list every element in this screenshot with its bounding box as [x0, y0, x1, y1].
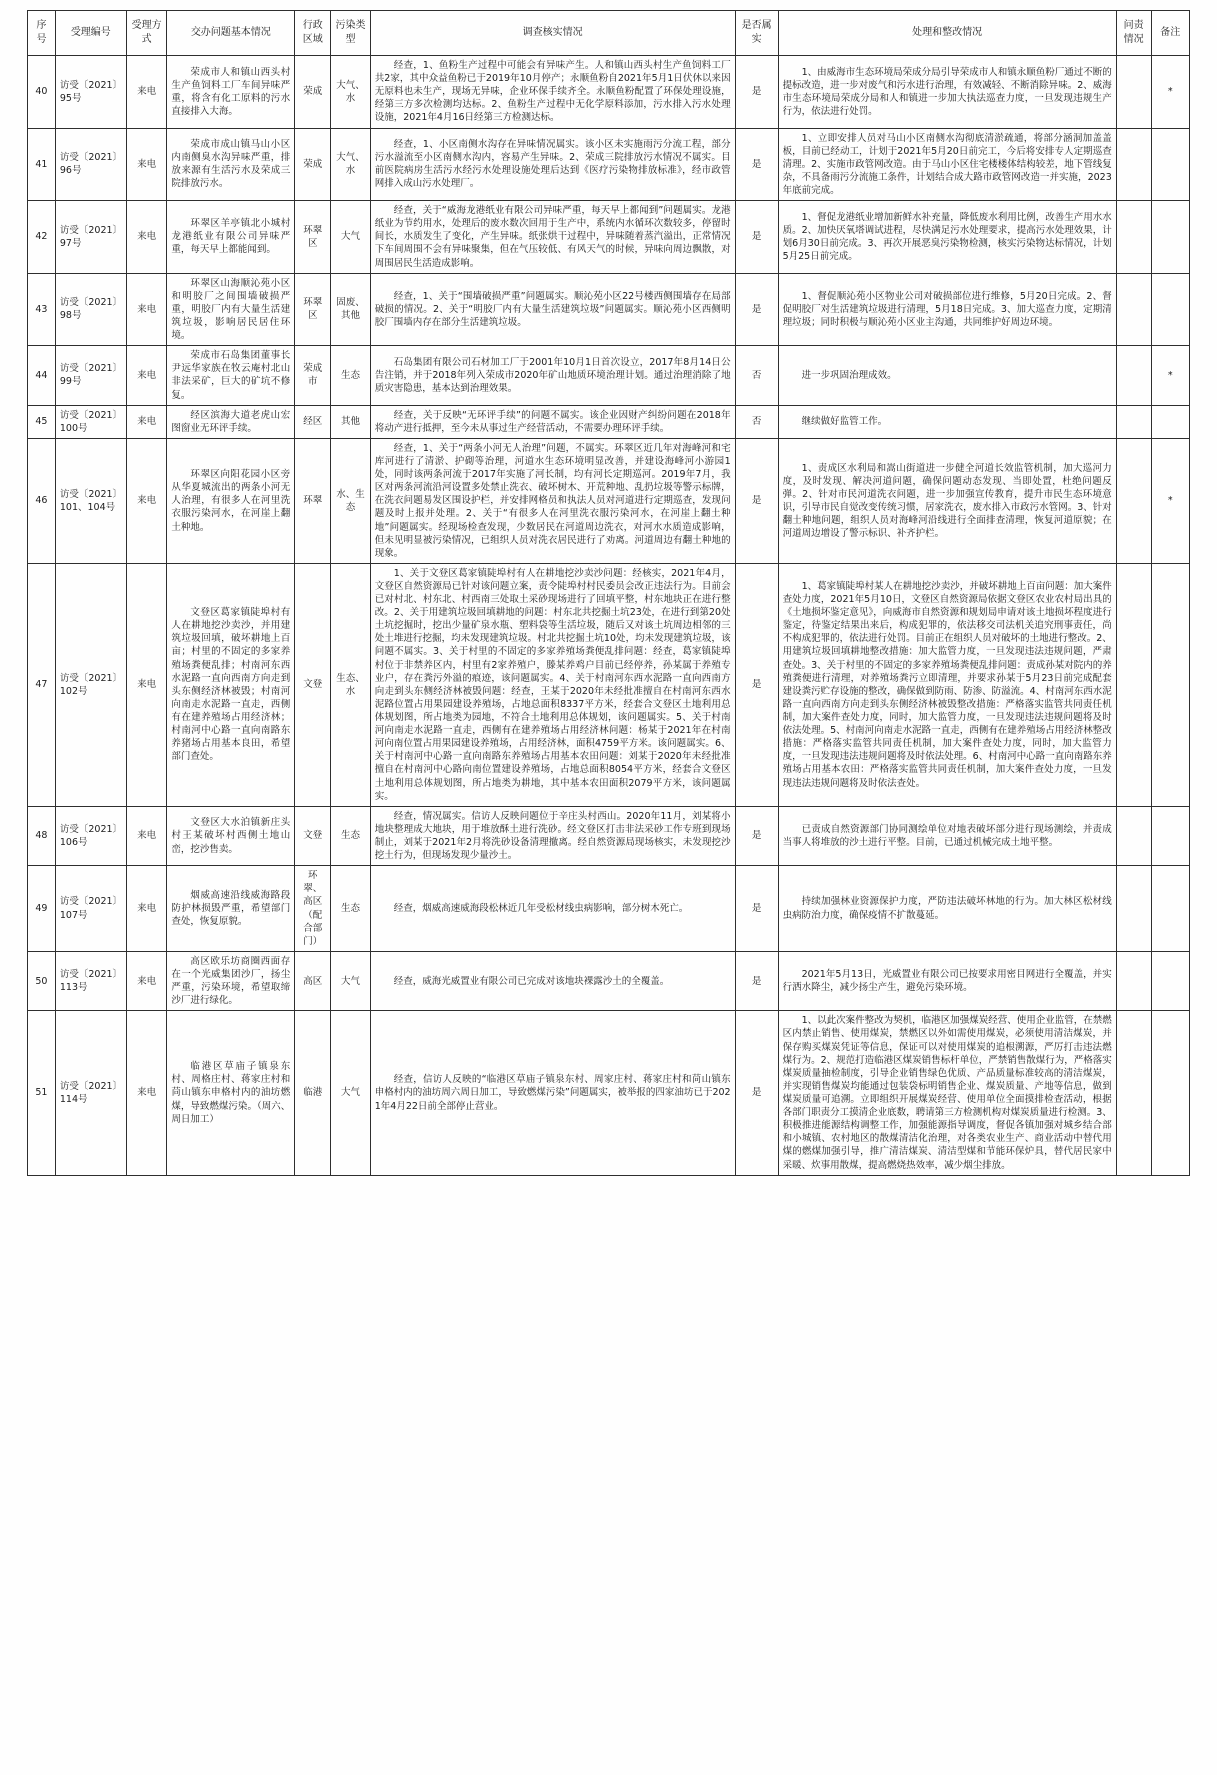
cell-investigation — [370, 201, 735, 274]
cell-accountability — [1116, 128, 1151, 201]
cell-accountability — [1116, 563, 1151, 806]
cell-note — [1151, 201, 1189, 274]
cell-text: 经查，关于反映“无环评手续”的问题不属实。该企业因财产纠纷问题在2018年将动产进行抵押，至今未从事过生产经营活动，不需要办理环评手续。 — [374, 409, 731, 434]
table-row — [28, 1011, 1190, 1175]
cell-accountability — [1116, 806, 1151, 865]
cell-id: 访受〔2021〕114号 — [55, 1011, 126, 1175]
cell-text: 1、立即安排人员对马山小区南侧水沟彻底清淤疏通，将部分涵洞加盖盖板，目前已经动工，计划于2021年5月20日前完工，今后将安排专人定期巡查清理。2、实施市政管网改造。由于马山小区住宅楼楼体结构较差，地下管线复杂，不具备雨污分流施工条件，计划结合成大路市政管网改造一并实施，2023年底前完成。 — [782, 132, 1112, 196]
cell-method: 来电 — [126, 273, 167, 346]
table-row — [28, 806, 1190, 865]
cell-id: 访受〔2021〕98号 — [55, 273, 126, 346]
cell-text: 1、关于文登区葛家镇陡埠村有人在耕地挖沙卖沙问题：经核实，2021年4月，文登区自然资源局已针对该问题立案，责令陡埠村村民委员会改正违法行为。目前会已对村北、村东北、村西南三处取土采砂现场进行了回填平整，村东地块正在进行整改。2、关于用建筑垃圾回填耕地的问题：村东北共挖掘土坑23处，在进行到第20处土坑挖掘时，挖出少量矿泉水瓶、塑料袋等生活垃圾，随后又对该土坑周边相邻的三处土堆进行挖掘，均未发现建筑垃圾。村北共挖掘土坑10处，均未发现建筑垃圾，该问题不属实。3、关于村里的不固定的多家养殖场粪便乱排问题：经查，葛家镇陡埠村位于非禁养区内，村里有2家养殖户，滕某养鸡户目前已经停养，孙某属于养殖专业户，存在粪污外溢的痕迹，该问题属实。4、关于村南河东西水泥路一直向西南方向走到头东侧经济林被毁问题：经查，王某于2020年未经批准擅自在村南河东西水泥路位置占用果园建设养殖场，占地总面积8337平方米，经套合文登区土地利用总体规划图，所占地类为园地，不符合土地利用总体规划，该问题属实。5、关于村南河向南走水泥路一直走，西侧有在建养殖场占用经济林问题：杨某于2021年在村南河向南位置占用果园建设养殖场，占用经济林，面积4759平方米。该问题属实。6、关于村南河中心路一直向南路东养殖场占用基本农田问题：刘某于2020年未经批准擅自在村南河中心路向南位置建设养殖场，占地总面积8054平方米，经套合文登区土地利用总体规划图，所占地类为耕地，其中基本农田面积2079平方米，该问题属实。 — [374, 567, 731, 802]
cell-problem — [167, 806, 295, 865]
cell-text: 1、督促顺沁苑小区物业公司对破损部位进行维修，5月20日完成。2、督促明胶厂对生活建筑垃圾进行清理，5月18日完成。3、加大巡查力度，定期清理垃圾；同时积极与顺沁苑小区业主沟通，共同维护好周边环境。 — [782, 290, 1112, 328]
table-header-row — [28, 11, 1190, 56]
cell-text: 石岛集团有限公司石材加工厂于2001年10月1日首次设立，2017年8月14日公告注销，并于2018年列入荣成市2020年矿山地质环境治理计划。通过治理消除了地质灾害隐患，基本达到治理效果。 — [374, 356, 731, 394]
cell-no: 42 — [28, 201, 56, 274]
cell-no: 41 — [28, 128, 56, 201]
column-header-method: 受理方式 — [126, 11, 167, 56]
cell-investigation — [370, 346, 735, 405]
table-row — [28, 951, 1190, 1010]
cell-problem — [167, 273, 295, 346]
cell-type: 大气 — [331, 201, 371, 274]
cell-handling — [778, 346, 1116, 405]
cell-handling — [778, 563, 1116, 806]
cell-text: 经查，关于“威海龙港纸业有限公司异味严重，每天早上都闻到”问题属实。龙港纸业为节约用水，处理后的废水数次回用于生产中，系统内水循环次数较多，停留时间长，水质发生了变化，产生异味。纸张烘干过程中，异味随着蒸汽溢出，正常情况下车间周围不会有异味聚集，但在气压较低、有风天气的时候，异味向周边飘散，对周围居民生活造成影响。 — [374, 205, 731, 269]
column-header-handling: 处理和整改情况 — [778, 11, 1116, 56]
cell-text: 经查，烟威高速威海段松林近几年受松材线虫病影响，部分树木死亡。 — [393, 903, 689, 914]
table-row — [28, 128, 1190, 201]
table-row — [28, 273, 1190, 346]
cell-note — [1151, 866, 1189, 952]
cell-region: 荣成 — [295, 128, 331, 201]
cell-id: 访受〔2021〕100号 — [55, 405, 126, 438]
cell-handling — [778, 56, 1116, 129]
cell-text: 1、葛家镇陡埠村某人在耕地挖沙卖沙，并破坏耕地上百亩问题：加大案件查处力度，2021年5月10日，文登区自然资源局依据文登区农业农村局出具的《土地损坏鉴定意见》，向威海市自然资源和规划局申请对该土地损坏程度进行鉴定，待鉴定结果出来后，构成犯罪的，依法移交司法机关追究刑事责任，尚不构成犯罪的，依法进行处罚。目前正在组织人员对破坏的土地进行整改。2、用建筑垃圾回填耕地整改措施：加大监管力度，一旦发现违法违规问题，严肃查处。3、关于村里的不固定的多家养殖场粪便乱排问题：责成孙某对院内的养殖粪便进行清理，对养殖场粪污立即清理，并要求孙某于5月23日前完成配套建设粪污贮存设施的整改，确保做到防雨、防渗、防溢流。4、村南河东西水泥路一直向西南方向走到头东侧经济林被毁整改措施：严格落实监管共同责任机制，加大案件查处力度，同时，加大监管力度，一旦发现违法违规问题将及时依法处理。5、村南河向南走水泥路一直走，西侧有在建养殖场占用经济林整改措施：严格落实监管共同责任机制，加大案件查处力度，同时，加大监管力度，一旦发现违法违规问题将及时依法处理。6、村南河中心路一直向南路东养殖场占用基本农田：严格落实监管共同责任机制，加大案件查处力度，一旦发现违法违规问题将及时依法查处。 — [782, 580, 1112, 789]
column-header-no: 序号 — [28, 11, 56, 56]
cell-handling — [778, 128, 1116, 201]
cell-id: 访受〔2021〕99号 — [55, 346, 126, 405]
column-header-verified: 是否属实 — [735, 11, 778, 56]
cell-problem — [167, 346, 295, 405]
table-row — [28, 405, 1190, 438]
cell-id: 访受〔2021〕97号 — [55, 201, 126, 274]
cell-region: 环翠 — [295, 438, 331, 563]
cell-text: 进一步巩固治理成效。 — [801, 369, 897, 381]
cell-verified: 是 — [735, 866, 778, 952]
column-header-accountability: 问责情况 — [1116, 11, 1151, 56]
cell-handling — [778, 405, 1116, 438]
cell-problem — [167, 563, 295, 806]
cell-text: 荣成市人和镇山西头村生产鱼饲料工厂车间异味严重，将含有化工原料的污水直接排入大海。 — [171, 66, 291, 117]
table-row — [28, 201, 1190, 274]
cell-type: 大气 — [331, 1011, 371, 1175]
cell-type: 生态 — [331, 346, 371, 405]
cell-text: 高区欧乐坊商圈西面存在一个光威集团沙厂，扬尘严重，污染环境，希望取缔沙厂进行绿化。 — [171, 955, 291, 1007]
cell-no: 48 — [28, 806, 56, 865]
cell-handling — [778, 273, 1116, 346]
cell-text: 荣成市成山镇马山小区内南侧臭水沟异味严重，排放来源有生活污水及荣成三院排放污水。 — [171, 139, 291, 190]
cell-method: 来电 — [126, 866, 167, 952]
cell-id: 访受〔2021〕95号 — [55, 56, 126, 129]
cell-no: 51 — [28, 1011, 56, 1175]
cell-accountability — [1116, 201, 1151, 274]
table-row — [28, 438, 1190, 563]
cell-text: 经查，威海光威置业有限公司已完成对该地块裸露沙土的全覆盖。 — [393, 975, 670, 987]
cell-id: 访受〔2021〕101、104号 — [55, 438, 126, 563]
column-header-id: 受理编号 — [55, 11, 126, 56]
cell-method: 来电 — [126, 438, 167, 563]
cell-text: 荣成市石岛集团董事长尹远华家族在牧云庵村北山非法采矿，巨大的矿坑不修复。 — [171, 350, 291, 401]
cell-no: 49 — [28, 866, 56, 952]
cell-verified: 是 — [735, 951, 778, 1010]
cell-investigation — [370, 951, 735, 1010]
table-row — [28, 563, 1190, 806]
cell-note — [1151, 128, 1189, 201]
cell-no: 45 — [28, 405, 56, 438]
cell-text: 烟威高速沿线威海路段防护林损毁严重，希望部门查处，恢复原貌。 — [171, 889, 291, 928]
cell-text: 经查，情况属实。信访人反映问题位于辛庄头村西山。2020年11月，刘某将小地块整理成大地块，用于堆放酥土进行洗砂。经文登区打击非法采砂工作专班到现场制止，刘某于2021年2月将洗砂设备清理撤离。经自然资源局现场核实，未发现挖沙挖土行为，但现场发现少量沙土。 — [374, 810, 731, 862]
cell-id: 访受〔2021〕102号 — [55, 563, 126, 806]
cell-verified: 是 — [735, 56, 778, 129]
cell-text: 经查，1、关于“两条小河无人治理”问题，不属实。环翠区近几年对海峰河和宅库河进行了清淤、护砌等治理，河道水生态环境明显改善，并建设海峰河小游园1处，同时该两条河流于2017年实施了河长制，均有河长定期巡河。2019年7月，我区对两条河流沿河设置多处禁止洗衣、破坏树木、开荒种地、乱扔垃圾等警示标牌，在洗衣问题易发区围设护栏，并安排网格员和执法人员对河道进行定期巡查，发现问题及时上报并处理。2、关于“有很多人在河里洗衣服污染河水，在河崖上翻土种地”问题属实。经现场检查发现，少数居民在河道周边洗衣，对河水水质造成影响，但未见明显被污染情况，已组织人员对洗衣居民进行了劝离。河道周边有翻土种地的现象。 — [374, 442, 731, 559]
cell-accountability — [1116, 1011, 1151, 1175]
cell-text: 继续做好监管工作。 — [801, 416, 888, 428]
cell-note — [1151, 563, 1189, 806]
cell-handling — [778, 866, 1116, 952]
cell-handling — [778, 806, 1116, 865]
table-row — [28, 56, 1190, 129]
cell-investigation — [370, 405, 735, 438]
cell-text: 环翠区向阳花园小区旁从华夏城流出的两条小河无人治理，有很多人在河里洗衣服污染河水，在河崖上翻土种地。 — [171, 469, 291, 533]
cell-investigation — [370, 866, 735, 952]
cell-investigation — [370, 438, 735, 563]
cell-text: 经查，1、关于“围墙破损严重”问题属实。顺沁苑小区22号楼西侧围墙存在局部破损的情况。2、关于“明胶厂内有大量生活建筑垃圾”问题属实。顺沁苑小区西侧明胶厂围墙内存在部分生活建筑垃圾。 — [374, 290, 731, 328]
cell-method: 来电 — [126, 405, 167, 438]
cell-text: 经查，信访人反映的“临港区草庙子镇泉东村、周家庄村、蒋家庄村和苘山镇东申格村内的油坊周六周日加工，导致燃煤污染”问题属实，被举报的四家油坊已于2021年4月22日前全部停止营业。 — [374, 1074, 731, 1112]
cell-accountability — [1116, 405, 1151, 438]
cell-no: 40 — [28, 56, 56, 129]
cell-region: 环翠区 — [295, 201, 331, 274]
complaint-table — [27, 10, 1190, 1176]
cell-problem — [167, 405, 295, 438]
cell-handling — [778, 1011, 1116, 1175]
cell-investigation — [370, 273, 735, 346]
cell-no: 47 — [28, 563, 56, 806]
cell-note — [1151, 951, 1189, 1010]
cell-investigation — [370, 563, 735, 806]
cell-id: 访受〔2021〕96号 — [55, 128, 126, 201]
cell-id: 访受〔2021〕113号 — [55, 951, 126, 1010]
cell-investigation — [370, 806, 735, 865]
cell-accountability — [1116, 438, 1151, 563]
cell-text: 文登区大水泊镇新庄头村王某破坏村西侧土地山峦，挖沙售卖。 — [171, 817, 291, 855]
cell-note — [1151, 806, 1189, 865]
cell-accountability — [1116, 56, 1151, 129]
cell-region: 经区 — [295, 405, 331, 438]
cell-type: 生态 — [331, 806, 371, 865]
cell-method: 来电 — [126, 806, 167, 865]
cell-type: 水、生态 — [331, 438, 371, 563]
cell-verified: 是 — [735, 201, 778, 274]
cell-text: 1、督促龙港纸业增加新鲜水补充量，降低废水利用比例，改善生产用水水质。2、加快厌氧塔调试进程，尽快满足污水处理要求，提高污水处理效果，计划6月30日前完成。3、再次开展恶臭污染物检测，核实污染物达标情况，计划5月25日前完成。 — [782, 211, 1112, 262]
cell-text: 文登区葛家镇陡埠村有人在耕地挖沙卖沙，并用建筑垃圾回填，破坏耕地上百亩；村里的不固定的多家养殖场粪便乱排；村南河东西水泥路一直向西南方向走到头东侧经济林被毁；村南河向南走水泥路一直走，西侧有在建养殖场占用经济林；村南河中心路一直向南路东养猪场占用基本良田，希望部门查处。 — [171, 607, 291, 763]
cell-text: 临港区草庙子镇泉东村、周格庄村、蒋家庄村和苘山镇东申格村内的油坊燃煤，导致燃煤污染。（周六、周日加工） — [171, 1061, 291, 1125]
cell-type: 大气、水 — [331, 56, 371, 129]
cell-verified: 是 — [735, 273, 778, 346]
cell-problem — [167, 866, 295, 952]
cell-type: 其他 — [331, 405, 371, 438]
cell-method: 来电 — [126, 346, 167, 405]
cell-investigation — [370, 1011, 735, 1175]
cell-method: 来电 — [126, 1011, 167, 1175]
table-header — [28, 11, 1190, 56]
cell-text: 环翠区羊亭镇北小城村龙港纸业有限公司异味严重，每天早上都能闻到。 — [171, 218, 291, 256]
table-row — [28, 346, 1190, 405]
cell-text: 经区滨海大道老虎山宏图窗业无环评手续。 — [171, 409, 291, 434]
cell-problem — [167, 1011, 295, 1175]
cell-method: 来电 — [126, 56, 167, 129]
cell-verified: 是 — [735, 438, 778, 563]
cell-region: 文登 — [295, 563, 331, 806]
column-header-note: 备注 — [1151, 11, 1189, 56]
cell-no: 43 — [28, 273, 56, 346]
cell-type: 生态、水 — [331, 563, 371, 806]
cell-verified: 是 — [735, 563, 778, 806]
cell-note: * — [1151, 346, 1189, 405]
cell-text: 1、由威海市生态环境局荣成分局引导荣成市人和镇永顺鱼粉厂通过不断的提标改造，进一步对废气和污水进行治理，有效减轻、不断消除异味。2、威海市生态环境局荣成分局和人和镇进一步加大执法巡查力度，一旦发现违规生产行为，依法进行处罚。 — [782, 66, 1112, 117]
cell-region: 荣成市 — [295, 346, 331, 405]
cell-handling — [778, 951, 1116, 1010]
cell-note — [1151, 273, 1189, 346]
cell-method: 来电 — [126, 201, 167, 274]
cell-handling — [778, 438, 1116, 563]
cell-note: * — [1151, 438, 1189, 563]
cell-problem — [167, 128, 295, 201]
cell-region: 环翠区 — [295, 273, 331, 346]
cell-text: 持续加强林业资源保护力度，严防违法破坏林地的行为。加大林区松材线虫病防治力度，确保疫情不扩散蔓延。 — [782, 896, 1112, 921]
cell-verified: 否 — [735, 346, 778, 405]
column-header-investigation: 调查核实情况 — [370, 11, 735, 56]
cell-problem — [167, 56, 295, 129]
cell-note — [1151, 1011, 1189, 1175]
cell-handling — [778, 201, 1116, 274]
cell-verified: 是 — [735, 806, 778, 865]
cell-text: 1、以此次案件整改为契机，临港区加强煤炭经营、使用企业监管，在禁燃区内禁止销售、使用煤炭，禁燃区以外如需使用煤炭，必须使用清洁煤炭，并保存购买煤炭凭证等信息，保证可以对使用煤炭的追根溯源，严厉打击违法燃煤行为。2、规范打造临港区煤炭销售标杆单位，严禁销售散煤行为，严格落实煤炭质量抽检制度，引导企业销售绿色优质、产品质量标准较高的清洁煤炭，并实现销售煤炭均能通过包装袋标明销售企业、煤炭质量、产地等信息，做到煤炭质量可追溯。立即组织开展煤炭经营、使用单位全面摸排检查活动，根据各部门职责分工摸清企业底数，聘请第三方检测机构对煤炭质量进行检测。3、积极推进能源结构调整工作，加强能源指导调度，督促各镇加强对城乡结合部和小城镇、农村地区的散煤清洁化治理，对各类农业生产、商业活动中替代用煤的燃煤加强引导，推广清洁煤炭、清洁型煤和节能环保炉具，替代居民家中采暖、炊事用散煤，提高燃烧热效率，减少烟尘排放。 — [782, 1015, 1112, 1171]
cell-region: 环翠、高区（配合部门） — [295, 866, 331, 952]
cell-text: 经查，1、小区南侧水沟存在异味情况属实。该小区未实施雨污分流工程，部分污水溢流至小区南侧水沟内，容易产生异味。2、荣成三院排放污水情况不属实。目前医院病房生活污水经污水处理设施处理后达到《医疗污染物排放标准》，经市政管网排入成山污水处理厂。 — [374, 139, 731, 190]
cell-verified: 是 — [735, 1011, 778, 1175]
cell-verified: 否 — [735, 405, 778, 438]
cell-id: 访受〔2021〕106号 — [55, 806, 126, 865]
cell-region: 荣成 — [295, 56, 331, 129]
cell-region: 高区 — [295, 951, 331, 1010]
cell-investigation — [370, 128, 735, 201]
cell-type: 大气 — [331, 951, 371, 1010]
column-header-problem: 交办问题基本情况 — [167, 11, 295, 56]
cell-no: 50 — [28, 951, 56, 1010]
column-header-region: 行政区域 — [295, 11, 331, 56]
cell-verified: 是 — [735, 128, 778, 201]
cell-text: 已责成自然资源部门协同测绘单位对地表破坏部分进行现场测绘，并责成当事人将堆放的沙土进行平整。目前，已通过机械完成土地平整。 — [782, 823, 1112, 849]
cell-type: 生态 — [331, 866, 371, 952]
cell-problem — [167, 438, 295, 563]
cell-no: 44 — [28, 346, 56, 405]
cell-region: 文登 — [295, 806, 331, 865]
table-body — [28, 56, 1190, 1176]
cell-investigation — [370, 56, 735, 129]
column-header-type: 污染类型 — [331, 11, 371, 56]
cell-type: 固废、其他 — [331, 273, 371, 346]
cell-method: 来电 — [126, 951, 167, 1010]
cell-text: 2021年5月13日，光威置业有限公司已按要求用密目网进行全覆盖，并实行洒水降尘，减少扬尘产生，避免污染环境。 — [782, 969, 1112, 994]
cell-id: 访受〔2021〕107号 — [55, 866, 126, 952]
cell-text: 经查，1、鱼粉生产过程中可能会有异味产生。人和镇山西头村生产鱼饲料工厂共2家，其中众益鱼粉已于2019年10月停产；永顺鱼粉自2021年5月1日伏休以来因无原料也未生产，现场无异味，企业环保手续齐全。永顺鱼粉配置了环保处理设施，经第三方多次检测均达标。2、鱼粉生产过程中无化学原料添加，污水排入污水处理设施，2021年4月16日经第三方检测达标。 — [374, 60, 731, 124]
cell-text: 1、责成区水利局和嵩山街道进一步健全河道长效监管机制，加大巡河力度，及时发现、解决河道问题，确保问题动态发现、当即处置，杜绝问题反弹。2、针对市民河道洗衣问题，进一步加强宣传教育，提升市民生态环境意识，引导市民自觉改变传统习惯，居家洗衣，废水排入市政污水管网。3、针对翻土种地问题，组织人员对海峰河沿线进行全面排查清理，恢复河道原貌；在河道周边增设了警示标识、补齐护栏。 — [782, 462, 1112, 540]
cell-problem — [167, 201, 295, 274]
cell-note: * — [1151, 56, 1189, 129]
cell-accountability — [1116, 273, 1151, 346]
cell-accountability — [1116, 951, 1151, 1010]
cell-accountability — [1116, 866, 1151, 952]
cell-problem — [167, 951, 295, 1010]
cell-region: 临港 — [295, 1011, 331, 1175]
cell-no: 46 — [28, 438, 56, 563]
cell-note — [1151, 405, 1189, 438]
table-row — [28, 866, 1190, 952]
cell-method: 来电 — [126, 563, 167, 806]
cell-method: 来电 — [126, 128, 167, 201]
cell-accountability — [1116, 346, 1151, 405]
cell-type: 大气、水 — [331, 128, 371, 201]
cell-text: 环翠区山海顺沁苑小区和明胶厂之间围墙破损严重，明胶厂内有大量生活建筑垃圾，影响居民居住环境。 — [171, 277, 291, 342]
